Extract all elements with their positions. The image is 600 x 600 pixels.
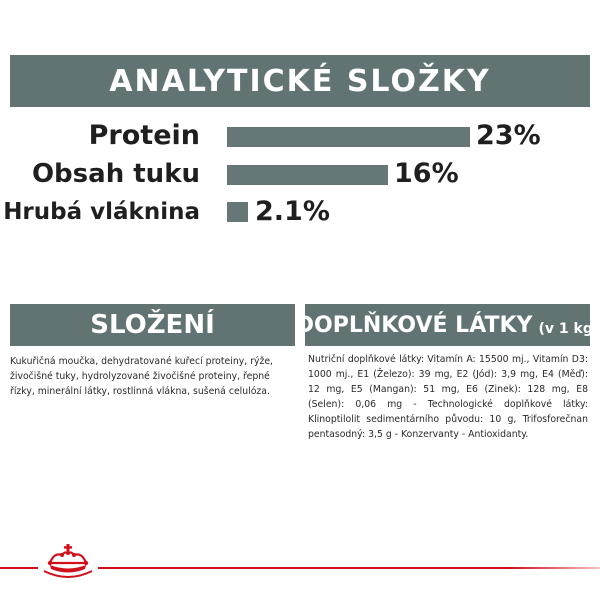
additives-text: Nutriční doplňkové látky: Vitamín A: 15500 mj., Vitamín D3: 1000 mj., E1 (Železo): 39 mg, E2 (Jód): 3,9 mg, E4 (Měď): 12 mg, E5 (Mangan): 51 mg, E6 (Zinek): 128 mg, E8 (Selen): 0,06 mg - Technologické doplňkové látky: Klinoptilolit sedimentárního původu: 10 g, Trifosforečnan pentasodný: 3,5 g - Konzervanty - Antioxidanty. [308,354,588,440]
protein-bar [227,127,470,147]
composition-banner [10,304,295,346]
fiber-label: Hrubá vláknina [3,199,200,225]
additives-title: DOPLŇKOVÉ LÁTKY [295,312,533,338]
fiber-value: 2.1% [255,196,330,227]
composition-title: SLOŽENÍ [90,310,215,340]
crown-icon [38,541,98,581]
analytical-banner [10,55,590,107]
additives-unit: (v 1 kg) [538,321,600,337]
fat-label: Obsah tuku [31,159,200,189]
protein-value: 23% [476,120,541,151]
brand-crown-logo [38,541,98,581]
additives-banner [295,304,600,346]
fat-bar [227,165,388,185]
composition-text: Kukuřičná moučka, dehydratované kuřecí proteiny, rýže, živočišné tuky, hydrolyzované živočišné proteiny, řepné řízky, minerální látky, rostlinná vlákna, sušená celulóza. [10,356,274,397]
protein-label: Protein [88,120,200,151]
fat-value: 16% [394,158,459,189]
fiber-bar [227,202,248,222]
analytical-title: ANALYTICKÉ SLOŽKY [109,63,491,99]
